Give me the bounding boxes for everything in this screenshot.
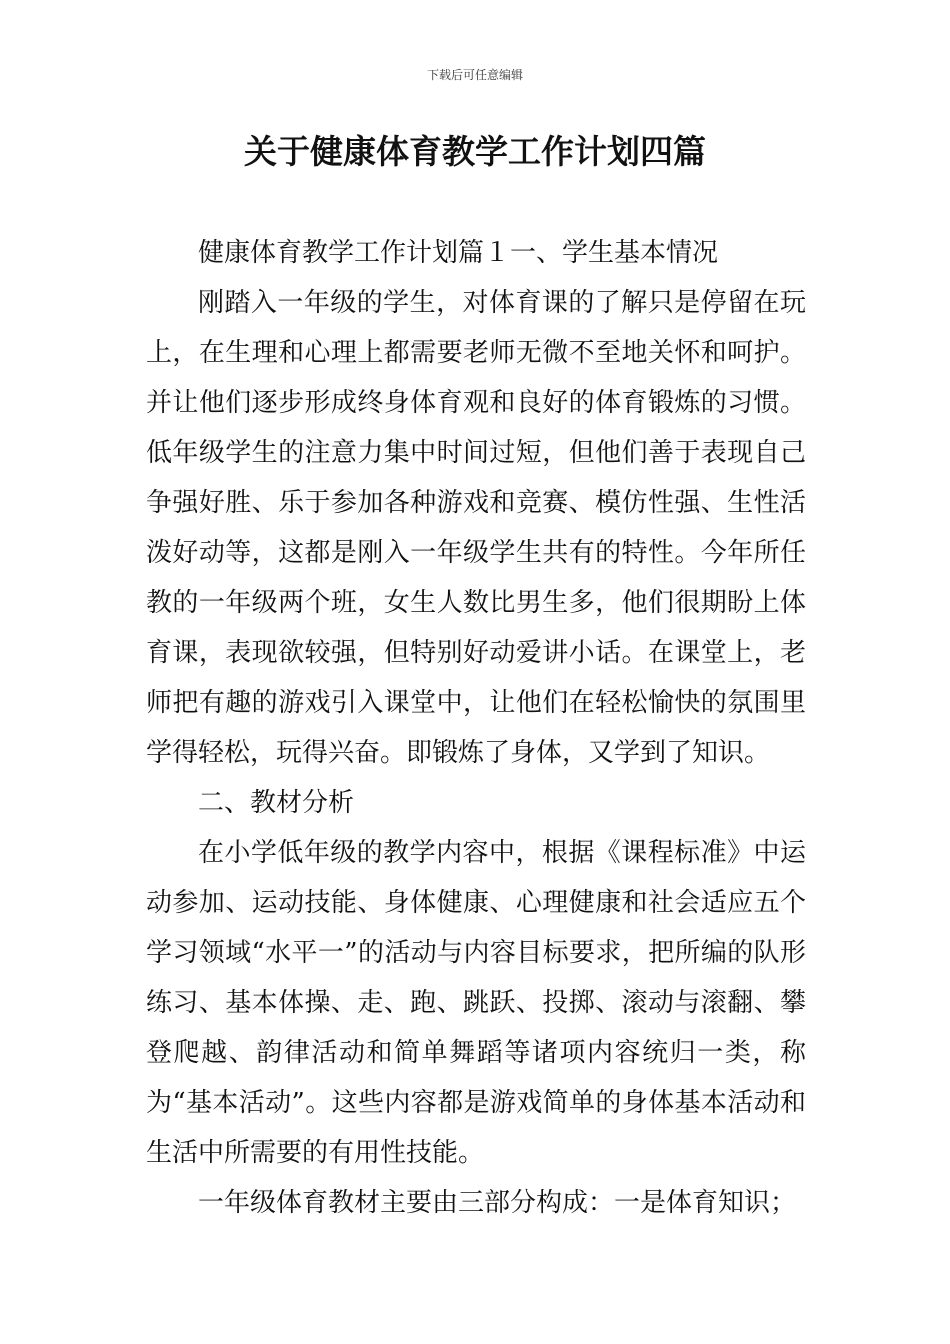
paragraph-student-situation: 刚踏入一年级的学生，对体育课的了解只是停留在玩上，在生理和心理上都需要老师无微不至地关怀和呵护。并让他们逐步形成终身体育观和良好的体育锻炼的习惯。低年级学生的注意力集中时间过短，但他们善于表现自己争强好胜、乐于参加各种游戏和竞赛、模仿性强、生性活泼好动等，这都是刚入一年级学生共有的特性。今年所任教的一年级两个班，女生人数比男生多，他们很期盼上体育课，表现欲较强，但特别好动爱讲小话。在课堂上，老师把有趣的游戏引入课堂中，让他们在轻松愉快的氛围里学得轻松，玩得兴奋。即锻炼了身体，又学到了知识。 — [146, 288, 806, 768]
paragraph-section-heading-2: 二、教材分析 — [198, 788, 355, 818]
paragraph-textbook-analysis: 在小学低年级的教学内容中，根据《课程标准》中运动参加、运动技能、身体健康、心理健康和社会适应五个学习领域“水平一”的活动与内容目标要求，把所编的队形练习、基本体操、走、跑、跳跃、投掷、滚动与滚翻、攀登爬越、韵律活动和简单舞蹈等诸项内容统归一类，称为“基本活动”。这些内容都是游戏简单的身体基本活动和生活中所需要的有用性技能。 — [146, 838, 806, 1168]
document-body — [146, 228, 806, 1228]
document-title: 关于健康体育教学工作计划四篇 — [244, 132, 706, 171]
paragraph-textbook-composition: 一年级体育教材主要由三部分构成：一是体育知识； — [198, 1188, 797, 1218]
paragraph-section-heading-1: 健康体育教学工作计划篇１一、学生基本情况 — [198, 238, 719, 268]
header-note: 下载后可任意编辑 — [426, 68, 523, 82]
